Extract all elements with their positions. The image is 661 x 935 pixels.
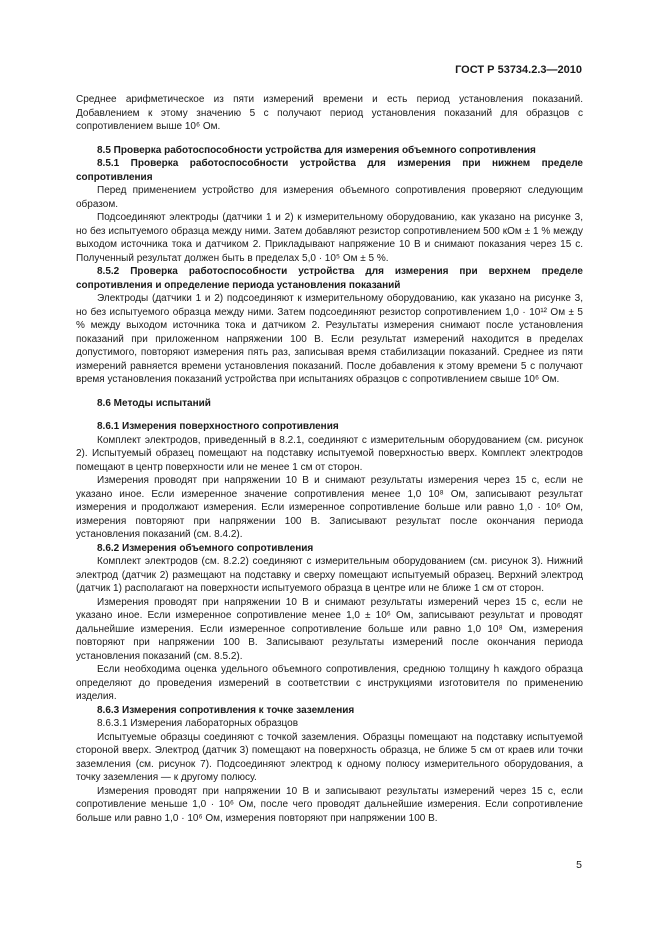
paragraph: Если необходима оценка удельного объемного сопротивления, среднюю толщину h каждого образца определяют до проведения измерений в соответствии с инструкциями изготовителя по применению изделия.	[76, 664, 583, 702]
subsection-heading: 8.5.2 Проверка работоспособности устройства для измерения при верхнем пределе сопротивления и определение периода установления показаний	[76, 266, 583, 291]
paragraph: Подсоединяют электроды (датчики 1 и 2) к измерительному оборудованию, как указано на рисунке 3, но без испытуемого образца между ними. Затем добавляют резистор сопротивлением 500 кОм ± 1 % между выходом источника тока и датчиком 2. Прикладывают напряжение 10 В и снимают показания через 15 с. Полученный результат должен быть в пределах 5,0 · 10⁵ Ом ± 5 %.	[76, 212, 583, 264]
paragraph: Комплект электродов, приведенный в 8.2.1, соединяют с измерительным оборудованием (см. рисунок 2). Испытуемый образец помещают на подставку испытуемой поверхностью вверх. Комплект электродов помещают в центр поверхности или не менее 1 см от сторон.	[76, 434, 583, 473]
subsection-heading: 8.6.1 Измерения поверхностного сопротивления	[97, 421, 339, 432]
section-heading: 8.6 Методы испытаний	[97, 397, 211, 409]
paragraph: Перед применением устройство для измерения объемного сопротивления проверяют следующим образом.	[76, 185, 583, 210]
sub-subsection-heading: 8.6.3.1 Измерения лабораторных образцов	[97, 718, 299, 729]
subsection-heading: 8.5.1 Проверка работоспособности устройства для измерения при нижнем пределе сопротивления	[76, 158, 583, 183]
standard-header: ГОСТ Р 53734.2.3—2010	[455, 64, 582, 76]
subsection-heading: 8.6.3 Измерения сопротивления к точке заземления	[97, 704, 355, 716]
subsection-heading: 8.6.2 Измерения объемного сопротивления	[97, 542, 314, 554]
paragraph: Среднее арифметическое из пяти измерений времени и есть период установления показаний. Добавлением к этому значению 5 с получают период установления показаний для образцов с сопротивлением выше 10⁶ Ом.	[76, 94, 583, 132]
section-heading: 8.5 Проверка работоспособности устройства для измерения объемного сопротивления	[97, 144, 536, 156]
paragraph: Электроды (датчики 1 и 2) подсоединяют к измерительному оборудованию, как указано на рисунке 3, но без испытуемого образца между ними. Затем подсоединяют резистор сопротивлением 1,0 · 10¹² Ом ± 5 % между выходом источника тока и датчиком 2. Результаты измерения снимают после установления показаний при приложенном напряжении 100 В. Если результат измерений находится в пределах допустимого, повторяют измерения пять раз, записывая время стабилизации показаний. Среднее из пяти измерений равняется времени установления показаний. После добавления к этому времени 5 с получают время установления показаний устройства при испытаниях образцов с сопротивлением свыше 10⁶ Ом.	[76, 293, 583, 385]
page-number: 5	[576, 859, 582, 871]
paragraph: Измерения проводят при напряжении 10 В и снимают результаты измерения через 15 с, если не указано иное. Если измеренное значение сопротивления менее 1,0 10⁸ Ом, записывают результат измерения и продолжают измерения. Если измеренное сопротивление больше или равно 1,0 · 10⁶ Ом, измерения повторяют при напряжении 100 В. Записывают результат после окончания периода установления показаний (см. 8.4.2).	[76, 475, 583, 540]
paragraph: Испытуемые образцы соединяют с точкой заземления. Образцы помещают на подставку испытуемой стороной вверх. Электрод (датчик 3) помещают на поверхность образца, не ближе 5 см от краев или точки заземления (см. рисунок 7). Подсоединяют электрод к одному полюсу измерительного оборудования, а точку заземления — к другому полюсу.	[76, 731, 583, 783]
paragraph: Комплект электродов (см. 8.2.2) соединяют с измерительным оборудованием (см. рисунок 3). Нижний электрод (датчик 2) размещают на подставку и сверху помещают испытуемый образец. Верхний электрод (датчик 1) располагают на поверхности испытуемого образца в центре или не ближе 1 см от сторон.	[76, 556, 583, 594]
paragraph: Измерения проводят при напряжении 10 В и записывают результаты измерений через 15 с, если сопротивление меньше 1,0 · 10⁶ Ом, после чего проводят дальнейшие измерения. Если сопротивление больше или равно 1,0 · 10⁶ Ом, измерения повторяют при напряжении 100 В.	[76, 785, 583, 824]
paragraph: Измерения проводят при напряжении 10 В и снимают результаты измерений через 15 с, если не указано иное. Если измеренное сопротивление менее 1,0 ± 10⁶ Ом, записывают результат и проводят дальнейшие измерения. Если измеренное сопротивление больше или равно 1,0 10⁸ Ом, измерения повторяют при напряжении 100 В. Записывают результаты измерений после окончания периода установления показаний (см. 8.5.2).	[76, 596, 583, 662]
page-content	[76, 93, 583, 825]
